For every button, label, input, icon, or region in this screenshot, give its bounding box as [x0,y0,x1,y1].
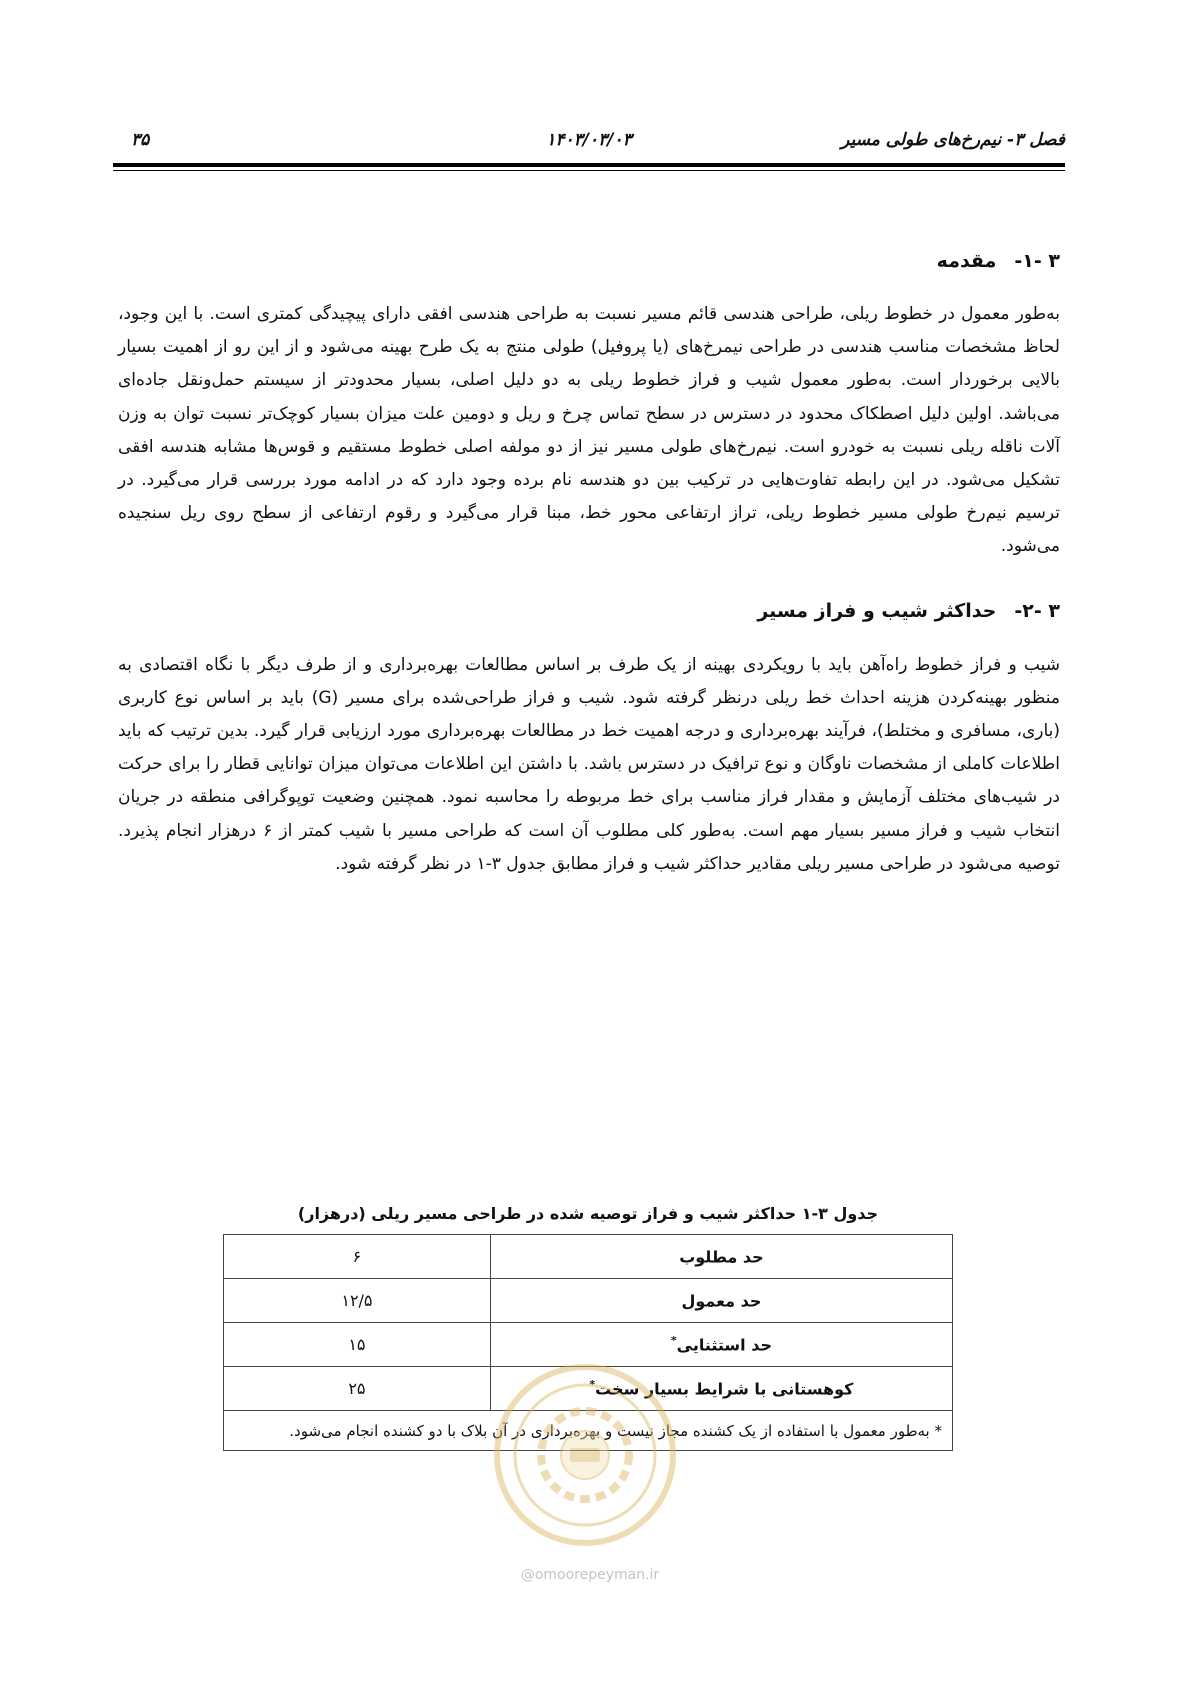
section-heading-max-grade [118,595,1060,627]
table-footnote: * به‌طور معمول با استفاده از یک کشنده مجاز نیست و بهره‌برداری در آن بلاک با دو کشنده انجام می‌شود. [224,1411,953,1451]
row-value: ۱۲/۵ [224,1279,491,1323]
row-value: ۶ [224,1235,491,1279]
table-caption: جدول ۳-۱ حداکثر شیب و فراز توصیه شده در طراحی مسیر ریلی (درهزار) [297,1204,879,1223]
section-number: ۳ -۱- [1014,250,1060,272]
page-number: ۳۵ [131,130,150,150]
intro-paragraph: به‌طور معمول در خطوط ریلی، طراحی هندسی قائم مسیر نسبت به طراحی هندسی افقی دارای پیچیدگی کمتری است. با این وجود، لحاظ مشخصات مناسب هندسی در طراحی نیمرخ‌های (یا پروفیل) طولی منتج به یک طرح بهینه می‌شود و از این رو از اهمیت بسیار بالایی برخوردار است. به‌طور معمول شیب و فراز خطوط ریلی به دو دلیل اصلی، بسیار محدودتر از سیستم حمل‌ونقل جاده‌ای می‌باشد. اولین دلیل اصطکاک محدود در دسترس در سطح تماس چرخ و ریل و دومین علت میزان بسیار کوچک‌تر نسبت توان به وزن آلات ناقله ریلی نسبت به خودرو است. نیم‌رخ‌های طولی مسیر نیز از دو مولفه اصلی خطوط مستقیم و قوس‌ها مشابه هندسه افقی تشکیل می‌شود. در این رابطه تفاوت‌هایی در ترکیب بین دو هندسه نام برده وجود دارد که در ادامه مورد بررسی قرار می‌گیرد. در ترسیم نیم‌رخ طولی مسیر خطوط ریلی، تراز ارتفاعی محور خط، مبنا قرار می‌گیرد و رقوم ارتفاعی از سطح روی ریل سنجیده می‌شود. [118,304,1060,557]
chapter-title: فصل ۳- نیم‌رخ‌های طولی مسیر [841,130,1065,150]
row-value: ۱۵ [224,1323,491,1367]
section-title: حداکثر شیب و فراز مسیر [757,599,997,622]
section-heading-intro [118,245,1060,277]
row-value: ۲۵ [224,1367,491,1411]
header-rule-thick [113,163,1065,167]
row-label: حد معمول [490,1279,952,1323]
header-date: ۱۴۰۳/۰۳/۰۳ [546,130,632,150]
table-row [224,1235,953,1279]
seal-logo-icon [490,1360,680,1550]
max-grade-paragraph: شیب و فراز خطوط راه‌آهن باید با رویکردی بهینه از یک طرف بر اساس مطالعات بهره‌برداری و از طرف دیگر با نگاه اقتصادی به منظور بهینه‌کردن هزینه احداث خط ریلی درنظر گرفته شود. شیب و فراز طراحی‌شده برای مسیر (G) باید بر اساس نوع کاربری (باری، مسافری و مختلط)، فرآیند بهره‌برداری و درجه اهمیت خط در مطالعات بهره‌برداری مورد ارزیابی قرار گیرد. بدین ترتیب که باید اطلاعات کاملی از مشخصات ناوگان و نوع ترافیک در دسترس باشد. با داشتن این اطلاعات می‌توان میزان توانایی قطار را برای حرکت در شیب‌های مختلف آزمایش و مقدار فراز مناسب برای خط مربوطه را محاسبه نمود. همچنین وضعیت توپوگرافی منطقه در جریان انتخاب شیب و فراز مسیر بسیار مهم است. به‌طور کلی مطلوب آن است که طراحی مسیر با شیب کمتر از ۶ درهزار انجام پذیرد. توصیه می‌شود در طراحی مسیر ریلی مقادیر حداکثر شیب و فراز مطابق جدول ۳-۱ در نظر گرفته شود. [118,654,1060,874]
row-label: کوهستانی با شرایط بسیار سخت* [490,1367,952,1411]
section-title: مقدمه [936,250,997,272]
row-label: حد مطلوب [490,1235,952,1279]
page-content [118,245,1060,881]
header-rule-thin [113,170,1065,171]
row-label: حد استثنایی* [490,1323,952,1367]
table-row [224,1279,953,1323]
section-number: ۳ -۲- [1014,599,1060,622]
page-header [113,128,1065,152]
watermark-text: @omoorepeyman.ir [520,1567,660,1583]
